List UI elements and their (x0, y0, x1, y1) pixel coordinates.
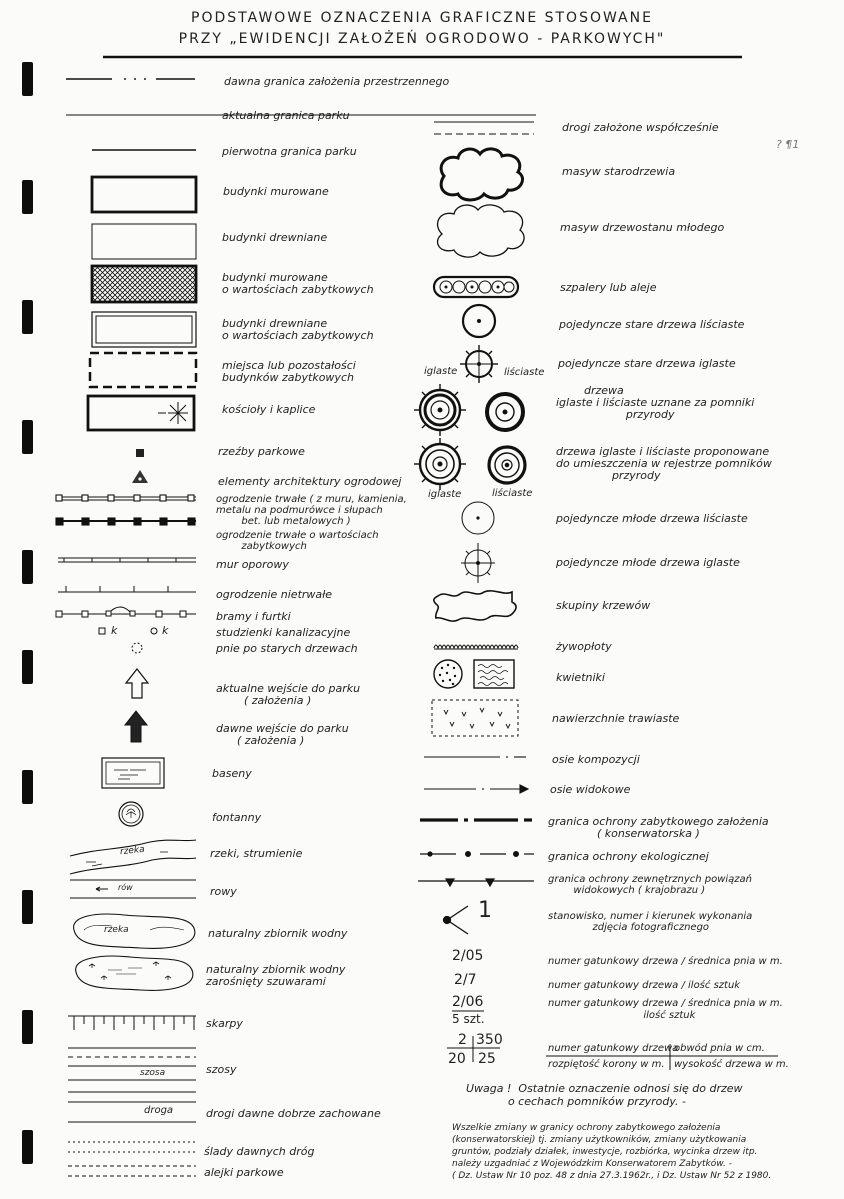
legend-label: dawne wejście do parku ( założenia ) (216, 722, 349, 747)
legend-label: ogrodzenie trwałe ( z muru, kamienia, metalu na podmurówce i słupach bet. lub metalowych ) (216, 494, 407, 527)
code-top-right: 350 (476, 1032, 503, 1048)
legend-label: granica ochrony zabytkowego założenia ( konserwatorska ) (548, 815, 769, 840)
legend-label: ogrodzenie nietrwałe (216, 588, 333, 601)
legend-label: fontanny (212, 811, 262, 824)
legend-label: granica ochrony ekologicznej (548, 850, 709, 863)
ecological-boundary-symbol (420, 852, 534, 857)
footnote: Wszelkie zmiany w granicy ochrony zabytkowego założenia (konserwatorskiej) tj. zmiany użytkowników, zmiany użytkowania gruntów, podziały działek, inwestycje, rozbiórka, wycinka drzew itp. należy uzgadniać z Wojewódzkim Konserwatorem Zabytków. - ( Dz. Ustaw Nr 10 poz. 48 z dnia 27.3.1962r., i Dz. Ustaw Nr 52 z 1980. (452, 1123, 772, 1181)
legend-label: pojedyncze stare drzewa iglaste (558, 357, 736, 370)
legend-label: alejki parkowe (204, 1166, 284, 1179)
old-conifer-tree-symbol (460, 345, 498, 383)
legend-label: numer gatunkowy drzewa / ilość sztuk (548, 980, 741, 991)
manhole-label-k: k (162, 624, 169, 637)
legend-label: rzeki, strumienie (210, 847, 303, 860)
legend-label: dawna granica założenia przestrzennego (224, 75, 450, 88)
manhole-label-k: k (111, 624, 118, 637)
code-bottom-left: 20 (448, 1051, 466, 1067)
proposed-deciduous-symbol (489, 447, 525, 483)
legend-label: rzeźby parkowe (218, 445, 305, 458)
code-species-count: 2/7 (454, 972, 477, 988)
ditch-word: rów (118, 883, 133, 892)
legend-label: naturalny zbiornik wodny zarośnięty szuwarami (206, 963, 346, 988)
legend-label: budynki murowane (223, 185, 329, 198)
old-deciduous-tree-symbol (463, 305, 495, 337)
legend-label: elementy architektury ogrodowej (218, 475, 402, 488)
young-tree-stand-symbol (438, 205, 525, 257)
tree-row-symbol (434, 277, 518, 297)
remark-note: Uwaga ! Ostatnie oznaczenie odnosi się do drzew o cechach pomników przyrody. - (466, 1082, 743, 1108)
legend-label: numer gatunkowy drzewa / średnica pnia w m. ilość sztuk (548, 998, 783, 1021)
proposed-conifer-symbol (414, 438, 466, 490)
legend-label: baseny (212, 767, 252, 780)
legend-label: budynki murowane o wartościach zabytkowych (222, 271, 374, 296)
code-label-species: numer gatunkowy drzewa (548, 1043, 679, 1054)
legend-label: aktualne wejście do parku ( założenia ) (216, 682, 361, 707)
page-title-line-1: PODSTAWOWE OZNACZENIA GRAFICZNE STOSOWANE (191, 10, 653, 26)
legend-label: pojedyncze młode drzewa liściaste (556, 512, 748, 525)
legend-label: skarpy (206, 1017, 243, 1030)
young-deciduous-tree-symbol (462, 502, 494, 534)
legend-label: ogrodzenie trwałe o wartościach zabytkowych (216, 530, 379, 552)
legend-label: naturalny zbiornik wodny (208, 927, 348, 940)
caption-conifer: iglaste (428, 489, 462, 500)
code-bottom-right: 25 (478, 1051, 496, 1067)
legend-label: rowy (210, 885, 237, 898)
monument-deciduous-symbol (487, 394, 523, 430)
caption-conifer: iglaste (424, 366, 458, 377)
legend-label: masyw drzewostanu młodego (560, 221, 725, 234)
pond-word: rzeka (104, 925, 129, 935)
legend-label: szpalery lub aleje (560, 281, 657, 294)
legend-label: aktualna granica parku (222, 109, 350, 122)
legend-label: ślady dawnych dróg (204, 1145, 315, 1158)
highway-word: szosa (140, 1068, 166, 1078)
legend-label: granica ochrony zewnętrznych powiązań widokowych ( krajobrazu ) (548, 874, 753, 896)
code-top-left: 2 (458, 1032, 467, 1048)
code-label-crown: rozpiętość korony w m. (548, 1059, 665, 1070)
modern-road-symbol (434, 122, 534, 134)
caption-deciduous: liściaste (492, 488, 533, 499)
legend-label: kościoły i kaplice (222, 403, 316, 416)
legend-label: miejsca lub pozostałości budynków zabytkowych (222, 359, 356, 384)
landscape-boundary-symbol (418, 879, 534, 886)
legend-label: studzienki kanalizacyjne (216, 626, 351, 639)
legend-label: stanowisko, numer i kierunek wykonania zdjęcia fotograficznego (548, 911, 753, 933)
legend-label: masyw starodrzewia (562, 165, 676, 178)
legend-label: kwietniki (556, 671, 605, 684)
legend-label: drzewa iglaste i liściaste proponowane do umieszczenia w rejestrze pomników przyrody (556, 445, 772, 482)
photo-station-symbol (444, 906, 469, 934)
legend-label: osie widokowe (550, 783, 631, 796)
legend-label: pojedyncze młode drzewa iglaste (556, 556, 740, 569)
legend-label: szosy (206, 1063, 237, 1076)
shrub-group-symbol (434, 591, 516, 621)
monument-conifer-symbol (414, 384, 466, 436)
legend-label: budynki drewniane (222, 231, 328, 244)
lawn-symbol (432, 700, 518, 736)
old-tree-stand-symbol (441, 149, 522, 200)
young-conifer-tree-symbol (461, 543, 495, 583)
view-axis-symbol (424, 785, 528, 793)
code-species-diameter-count-bottom: 5 szt. (452, 1012, 485, 1026)
code-label-circumference: obwód pnia w cm. (674, 1043, 765, 1054)
legend-label: budynki drewniane o wartościach zabytkowych (222, 317, 374, 342)
legend-label: bramy i furtki (216, 610, 291, 623)
hedge-symbol (434, 645, 518, 649)
code-species-diameter-count-top: 2/06 (452, 994, 484, 1010)
legend-label: pnie po starych drzewach (216, 642, 358, 655)
legend-label: skupiny krzewów (556, 599, 651, 612)
old-road-word: droga (144, 1105, 174, 1116)
legend-label: drogi założone współcześnie (562, 121, 719, 134)
code-species-diameter: 2/05 (452, 948, 484, 964)
page-title-line-2: PRZY „EWIDENCJI ZAŁOŻEŃ OGRODOWO - PARKOWYCH" (178, 31, 666, 47)
legend-label: nawierzchnie trawiaste (552, 712, 680, 725)
flowerbed-symbol (434, 660, 514, 688)
legend-label: pierwotna granica parku (222, 145, 357, 158)
legend-label: drzewa iglaste i liściaste uznane za pomniki przyrody (556, 384, 755, 421)
legend-label: drogi dawne dobrze zachowane (206, 1107, 381, 1120)
legend-label: żywopłoty (556, 640, 612, 653)
caption-deciduous: liściaste (504, 367, 545, 378)
river-word: rzeka (119, 844, 146, 858)
legend-label: pojedyncze stare drzewa liściaste (559, 318, 745, 331)
legend-label: mur oporowy (216, 558, 289, 571)
legend-label: numer gatunkowy drzewa / średnica pnia w m. (548, 956, 783, 967)
legend-label: osie kompozycji (552, 753, 640, 766)
photo-number: 1 (478, 898, 492, 923)
margin-mark: ? ¶1 (776, 138, 800, 151)
code-label-height: wysokość drzewa w m. (674, 1059, 789, 1070)
